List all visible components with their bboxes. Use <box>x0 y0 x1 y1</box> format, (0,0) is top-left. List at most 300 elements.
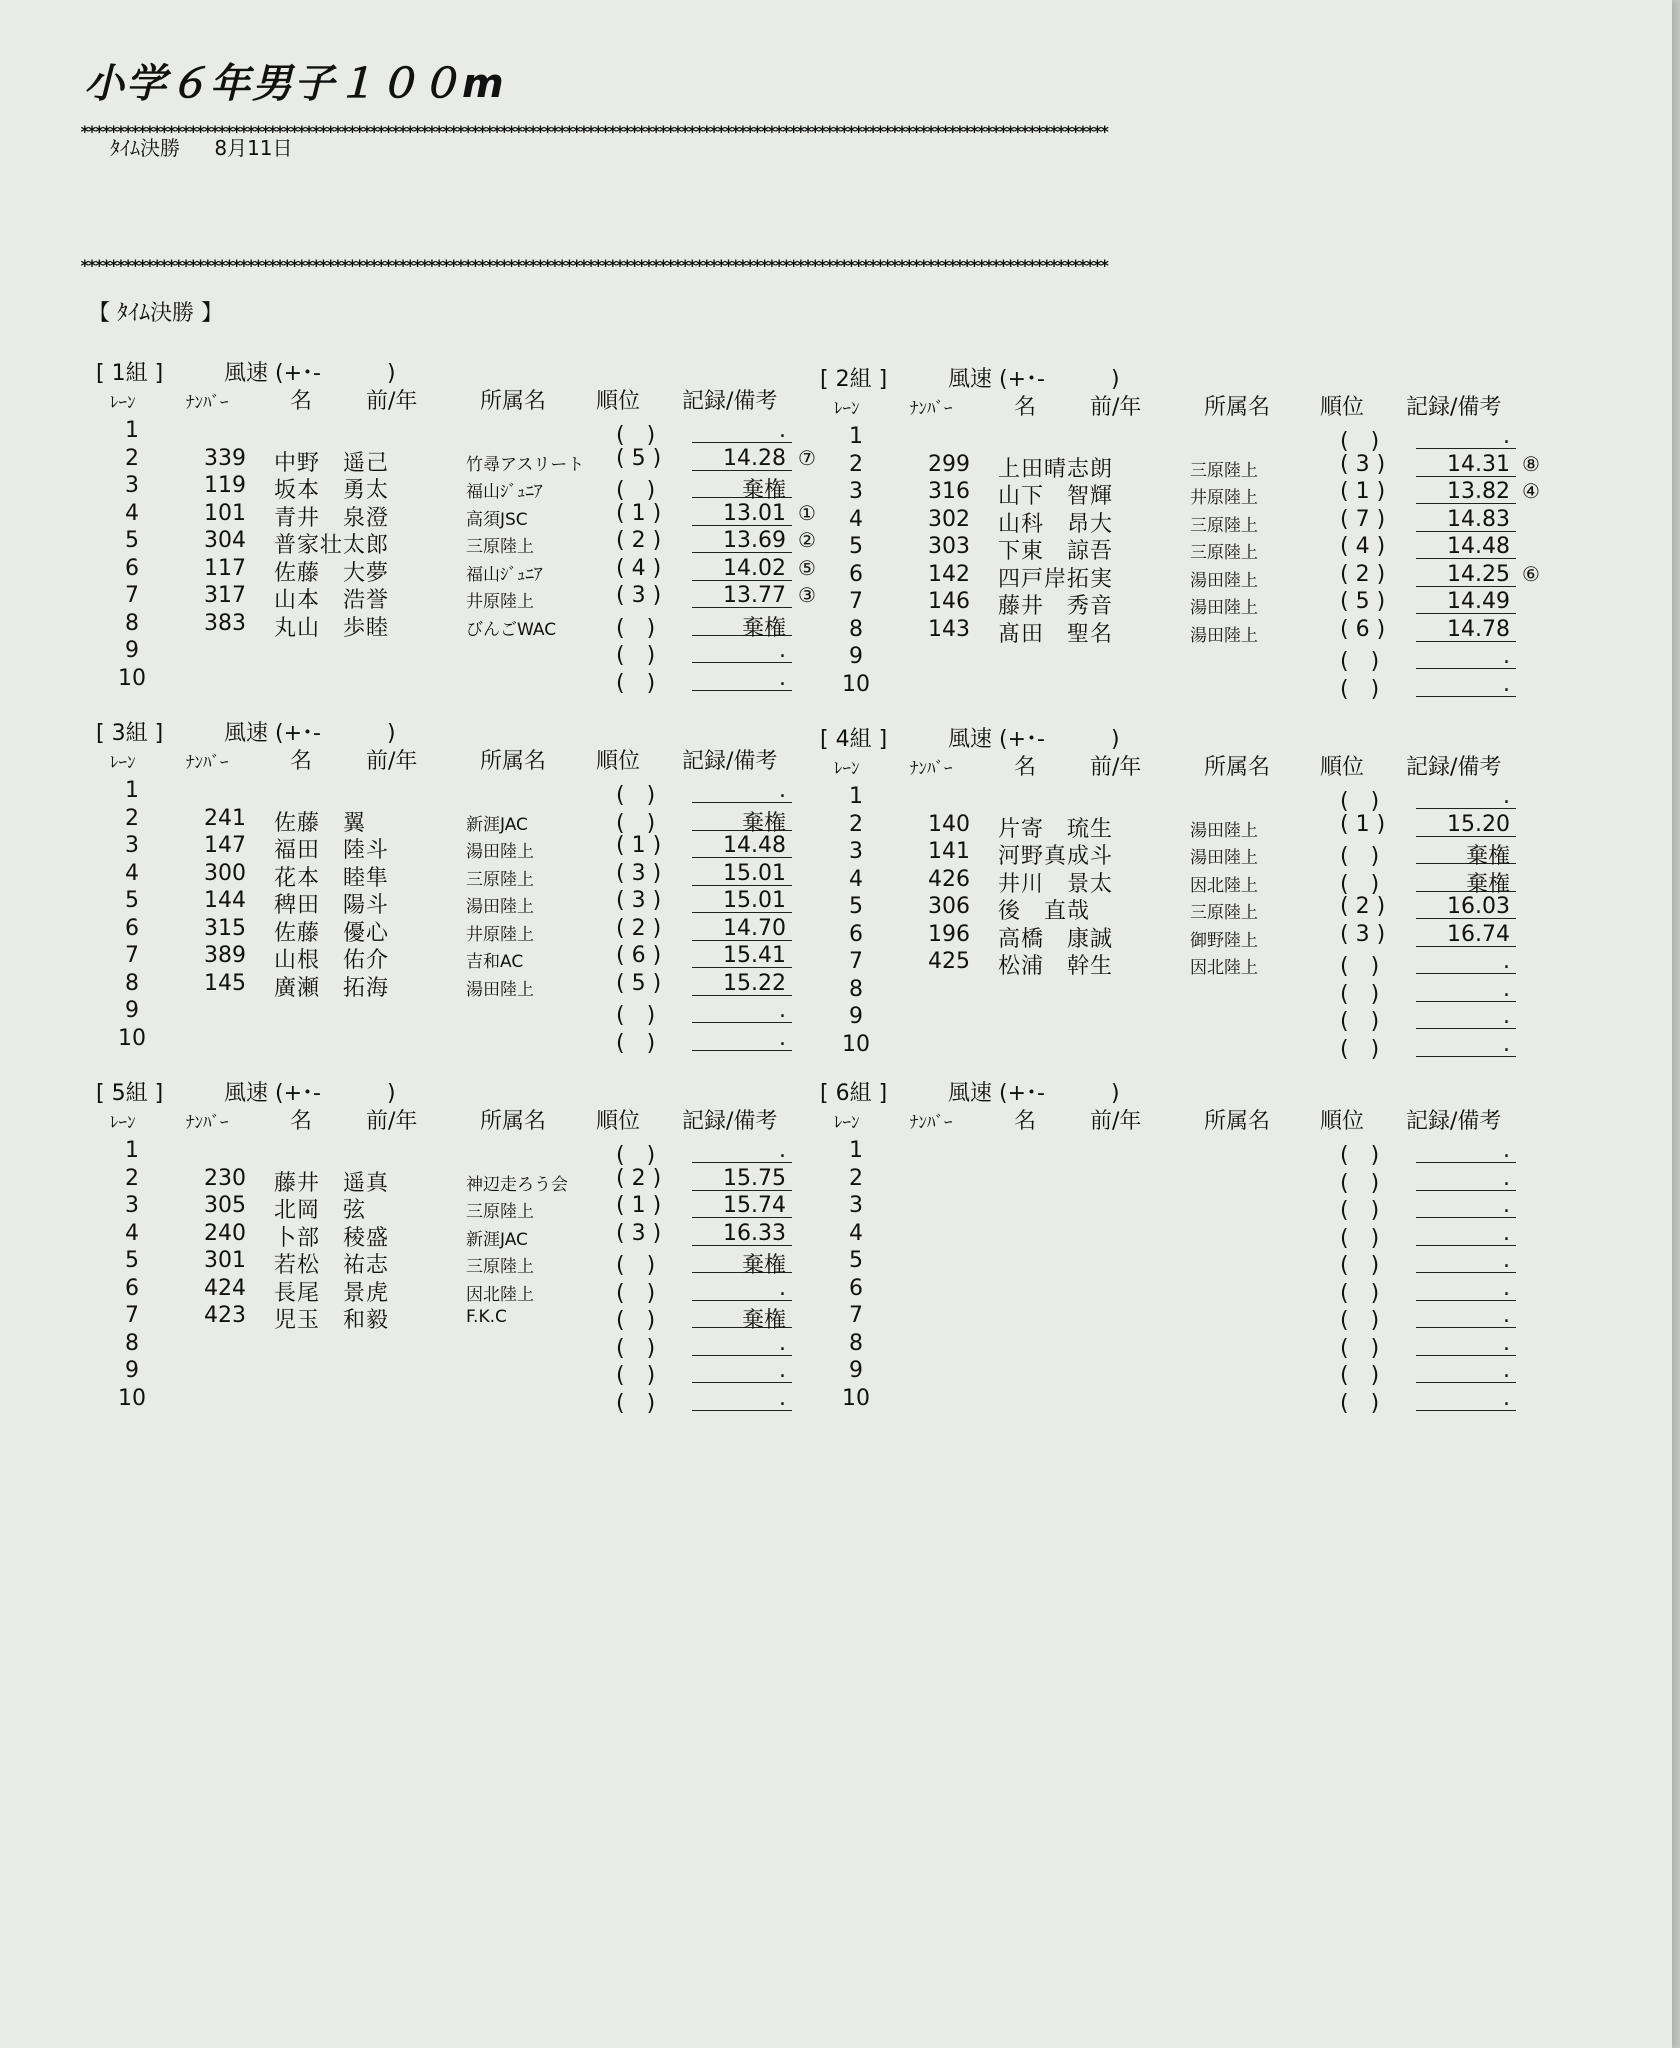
rank: ( ) <box>616 1003 656 1028</box>
rank: ( ) <box>1340 1335 1380 1361</box>
rank: ( 1 ) <box>1340 811 1386 837</box>
table-row <box>820 784 1540 812</box>
record: . <box>1416 1303 1516 1328</box>
subtitle <box>110 132 321 161</box>
bib-number: 147 <box>204 833 246 858</box>
club-name: 井原陸上 <box>466 924 534 945</box>
club-name: 湯田陸上 <box>1190 820 1258 841</box>
result-rows <box>820 424 1540 702</box>
record: . <box>692 1331 792 1356</box>
table-row <box>820 1358 1540 1386</box>
record: 14.78 <box>1416 617 1516 642</box>
table-row <box>820 922 1540 950</box>
table-row <box>96 1248 816 1276</box>
lane-number: 10 <box>118 1025 146 1051</box>
athlete-name: 青井 泉澄 <box>274 505 390 531</box>
record: 13.01 <box>692 501 792 526</box>
rank: ( ) <box>616 1253 656 1278</box>
column-header-rank: 順位 <box>1320 395 1365 420</box>
record: 14.02 <box>692 556 792 581</box>
table-row <box>820 949 1540 977</box>
table-row <box>96 638 816 666</box>
column-header-club: 所属名 <box>480 749 547 774</box>
rank: ( ) <box>1340 871 1380 897</box>
lane-number: 8 <box>849 616 863 642</box>
lane-number: 3 <box>125 833 139 858</box>
club-name: 三原陸上 <box>1190 460 1258 481</box>
heat-header <box>96 716 396 747</box>
rank: ( ) <box>1340 1143 1380 1168</box>
bib-number: 317 <box>204 583 246 608</box>
lane-number: 9 <box>125 998 139 1023</box>
athlete-name: 若松 祐志 <box>274 1253 390 1278</box>
table-row <box>96 611 816 639</box>
column-header-lane: ﾚｰﾝ <box>834 399 860 419</box>
heat-header <box>820 722 1120 753</box>
rank: ( ) <box>616 810 656 836</box>
result-rows <box>820 1138 1540 1416</box>
lane-number: 5 <box>125 1248 139 1273</box>
wind-speed-label: 風速 (+･- ) <box>224 361 396 386</box>
record: 棄権 <box>692 473 792 498</box>
column-header-rank: 順位 <box>1320 755 1365 780</box>
table-row <box>96 1193 816 1221</box>
bib-number: 302 <box>928 506 970 532</box>
rank: ( ) <box>1340 1308 1380 1333</box>
record: 13.82 <box>1416 479 1516 504</box>
table-row <box>820 1166 1540 1194</box>
table-row <box>96 528 816 556</box>
rank: ( 2 ) <box>616 528 662 553</box>
rank: ( 3 ) <box>616 860 662 886</box>
athlete-name: 北岡 弦 <box>274 1198 367 1223</box>
club-name: 新涯JAC <box>466 814 528 835</box>
club-name: 湯田陸上 <box>466 979 534 1000</box>
table-row <box>820 1303 1540 1331</box>
record: 16.74 <box>1416 922 1516 947</box>
record: . <box>1416 1386 1516 1411</box>
column-headers <box>820 750 1540 780</box>
bib-number: 241 <box>204 805 246 831</box>
club-name: 三原陸上 <box>466 869 534 890</box>
record: 14.70 <box>692 916 792 941</box>
rank: ( 1 ) <box>616 1193 662 1218</box>
lane-number: 4 <box>849 1220 863 1246</box>
lane-number: 10 <box>842 1385 870 1411</box>
column-headers <box>96 384 816 414</box>
bib-number: 426 <box>928 866 970 892</box>
bib-number: 196 <box>928 921 970 947</box>
club-name: 神辺走ろう会 <box>466 1174 568 1195</box>
record: 15.20 <box>1416 812 1516 837</box>
lane-number: 10 <box>118 665 146 691</box>
record: 棄権 <box>692 611 792 636</box>
record: . <box>1416 424 1516 449</box>
table-row <box>820 424 1540 452</box>
club-name: F.K.C <box>466 1307 507 1327</box>
table-row <box>820 812 1540 840</box>
lane-number: 9 <box>125 638 139 663</box>
column-header-club: 所属名 <box>1204 755 1271 780</box>
table-row <box>96 778 816 806</box>
record: . <box>1416 949 1516 974</box>
table-row <box>96 666 816 694</box>
club-name: 三原陸上 <box>1190 543 1258 563</box>
rank: ( 1 ) <box>616 500 662 526</box>
page-title: 小学６年男子１００m <box>84 61 506 107</box>
rank: ( ) <box>1340 1170 1380 1196</box>
lane-number: 2 <box>849 1165 863 1191</box>
column-header-name_b: 前/年 <box>1090 1109 1142 1134</box>
lane-number: 10 <box>118 1385 146 1411</box>
table-row <box>820 617 1540 645</box>
athlete-name: 上田晴志朗 <box>998 456 1114 482</box>
column-header-name_b: 前/年 <box>366 389 418 414</box>
bib-number: 143 <box>928 616 970 642</box>
bib-number: 142 <box>928 561 970 587</box>
rank: ( ) <box>1340 844 1380 869</box>
rank: ( 1 ) <box>616 833 662 858</box>
lane-number: 8 <box>125 970 139 996</box>
table-row <box>820 1193 1540 1221</box>
rank: ( 6 ) <box>1340 616 1386 642</box>
column-header-rank: 順位 <box>596 749 641 774</box>
record: . <box>1416 784 1516 809</box>
column-header-record: 記録/備考 <box>1406 395 1502 420</box>
column-header-num: ﾅﾝﾊﾞｰ <box>910 1113 953 1133</box>
star-divider-bottom: ********************************************************************************************************************************************** <box>80 256 1108 275</box>
lane-number: 4 <box>849 866 863 892</box>
lane-number: 5 <box>125 888 139 913</box>
rank: ( 3 ) <box>616 1220 662 1246</box>
record: 14.28 <box>692 446 792 471</box>
column-header-club: 所属名 <box>1204 1109 1271 1134</box>
record: . <box>692 1276 792 1301</box>
record: 16.33 <box>692 1221 792 1246</box>
table-row <box>820 672 1540 700</box>
table-row <box>96 446 816 474</box>
heat-label: [ 3組 ] <box>96 721 164 746</box>
lane-number: 9 <box>849 644 863 669</box>
bib-number: 304 <box>204 528 246 553</box>
rank: ( ) <box>1340 1036 1380 1062</box>
rank: ( ) <box>1340 954 1380 979</box>
record: . <box>692 1386 792 1411</box>
bib-number: 240 <box>204 1220 246 1246</box>
bib-number: 306 <box>928 894 970 919</box>
lane-number: 5 <box>849 894 863 919</box>
record: . <box>692 638 792 663</box>
bib-number: 141 <box>928 839 970 864</box>
record: . <box>1416 1358 1516 1383</box>
column-header-num: ﾅﾝﾊﾞｰ <box>186 753 229 773</box>
column-header-name_a: 名 <box>290 749 313 774</box>
table-row <box>820 534 1540 562</box>
rank: ( ) <box>616 1308 656 1333</box>
column-header-record: 記録/備考 <box>682 389 778 414</box>
column-header-record: 記録/備考 <box>1406 755 1502 780</box>
lane-number: 3 <box>125 473 139 498</box>
lane-number: 2 <box>125 1165 139 1191</box>
record: 15.41 <box>692 943 792 968</box>
record: . <box>1416 1331 1516 1356</box>
star-divider-top: ********************************************************************************************************************************************** <box>80 122 1108 141</box>
column-header-num: ﾅﾝﾊﾞｰ <box>910 759 953 779</box>
athlete-name: 片寄 琉生 <box>998 816 1114 842</box>
lane-number: 9 <box>849 1004 863 1029</box>
rank: ( ) <box>616 423 656 448</box>
lane-number: 1 <box>125 1138 139 1163</box>
athlete-name: 佐藤 大夢 <box>274 560 390 586</box>
lane-number: 3 <box>849 479 863 504</box>
rank: ( ) <box>616 1335 656 1361</box>
lane-number: 1 <box>125 778 139 803</box>
rank: ( 3 ) <box>616 888 662 913</box>
lane-number: 6 <box>125 555 139 581</box>
rank: ( ) <box>616 615 656 641</box>
club-name: 竹尋アスリート <box>466 454 585 475</box>
club-name: 三原陸上 <box>1190 903 1258 923</box>
table-row <box>96 583 816 611</box>
column-header-record: 記録/備考 <box>1406 1109 1502 1134</box>
lane-number: 3 <box>125 1193 139 1218</box>
bib-number: 299 <box>928 451 970 477</box>
rank: ( ) <box>1340 789 1380 814</box>
bib-number: 300 <box>204 860 246 886</box>
athlete-name: 佐藤 優心 <box>274 920 390 946</box>
lane-number: 8 <box>849 976 863 1002</box>
bib-number: 119 <box>204 473 246 498</box>
bib-number: 145 <box>204 970 246 996</box>
record: . <box>692 418 792 443</box>
rank: ( 3 ) <box>616 583 662 608</box>
record: 16.03 <box>1416 894 1516 919</box>
athlete-name: 廣瀬 拓海 <box>274 975 390 1001</box>
rank: ( 5 ) <box>616 970 662 996</box>
wind-speed-label: 風速 (+･- ) <box>224 1081 396 1106</box>
record: 14.48 <box>1416 534 1516 559</box>
overall-rank-mark: ⑤ <box>798 555 816 580</box>
column-header-rank: 順位 <box>596 389 641 414</box>
table-row <box>96 1331 816 1359</box>
lane-number: 1 <box>849 1138 863 1163</box>
rank: ( ) <box>1340 1390 1380 1416</box>
table-row <box>820 1386 1540 1414</box>
table-row <box>820 644 1540 672</box>
club-name: 因北陸上 <box>466 1284 534 1305</box>
rank: ( 3 ) <box>1340 451 1386 477</box>
rank: ( 4 ) <box>616 555 662 581</box>
lane-number: 8 <box>125 1330 139 1356</box>
lane-number: 5 <box>849 1248 863 1273</box>
athlete-name: 稗田 陽斗 <box>274 893 390 918</box>
table-row <box>820 1331 1540 1359</box>
column-header-name_a: 名 <box>1014 395 1037 420</box>
table-row <box>96 916 816 944</box>
record: . <box>1416 1004 1516 1029</box>
round-label: ﾀｲﾑ決勝 <box>110 136 180 160</box>
lane-number: 1 <box>849 424 863 449</box>
column-header-name_b: 前/年 <box>1090 755 1142 780</box>
record: 15.74 <box>692 1193 792 1218</box>
table-row <box>96 556 816 584</box>
record: 15.75 <box>692 1166 792 1191</box>
overall-rank-mark: ④ <box>1522 479 1540 503</box>
table-row <box>820 562 1540 590</box>
record: . <box>1416 1221 1516 1246</box>
heat-label: [ 4組 ] <box>820 727 888 752</box>
table-row <box>96 1386 816 1414</box>
record: 棄権 <box>1416 867 1516 892</box>
column-header-record: 記録/備考 <box>682 749 778 774</box>
lane-number: 2 <box>849 811 863 837</box>
record: 14.83 <box>1416 507 1516 532</box>
athlete-name: 四戸岸拓実 <box>998 566 1114 592</box>
table-row <box>96 1166 816 1194</box>
table-row <box>820 977 1540 1005</box>
table-row <box>96 1138 816 1166</box>
club-name: 高須JSC <box>466 509 528 530</box>
lane-number: 4 <box>125 1220 139 1246</box>
record: . <box>1416 1166 1516 1191</box>
table-row <box>96 1358 816 1386</box>
athlete-name: 花本 睦隼 <box>274 865 390 891</box>
lane-number: 3 <box>849 1193 863 1218</box>
lane-number: 4 <box>849 506 863 532</box>
table-row <box>820 1276 1540 1304</box>
athlete-name: 後 直哉 <box>998 899 1091 924</box>
wind-speed-label: 風速 (+･- ) <box>948 727 1120 752</box>
lane-number: 5 <box>125 528 139 553</box>
column-header-club: 所属名 <box>480 389 547 414</box>
rank: ( 2 ) <box>1340 894 1386 919</box>
record: 14.48 <box>692 833 792 858</box>
club-name: 井原陸上 <box>1190 488 1258 508</box>
table-row <box>96 418 816 446</box>
lane-number: 6 <box>849 561 863 587</box>
bib-number: 230 <box>204 1165 246 1191</box>
table-row <box>96 1303 816 1331</box>
bib-number: 101 <box>204 500 246 526</box>
overall-rank-mark: ② <box>798 528 816 552</box>
club-name: 三原陸上 <box>466 537 534 557</box>
athlete-name: 普家壮太郎 <box>274 533 390 558</box>
column-headers <box>820 390 1540 420</box>
result-rows <box>96 418 816 696</box>
club-name: 因北陸上 <box>1190 958 1258 978</box>
rank: ( ) <box>616 1143 656 1168</box>
club-name: 湯田陸上 <box>1190 570 1258 591</box>
athlete-name: 長尾 景虎 <box>274 1280 390 1306</box>
section-heading: 【 ﾀｲﾑ決勝 】 <box>88 301 223 326</box>
athlete-name: 坂本 勇太 <box>274 478 390 503</box>
rank: ( ) <box>616 1030 656 1056</box>
column-header-lane: ﾚｰﾝ <box>834 759 860 779</box>
lane-number: 4 <box>125 500 139 526</box>
club-name: 福山ｼﾞｭﾆｱ <box>466 482 543 502</box>
athlete-name: 山根 佑介 <box>274 948 390 973</box>
bib-number: 303 <box>928 534 970 559</box>
column-header-club: 所属名 <box>1204 395 1271 420</box>
athlete-name: 藤井 秀音 <box>998 594 1114 619</box>
athlete-name: 佐藤 翼 <box>274 810 367 836</box>
athlete-name: 井川 景太 <box>998 871 1114 897</box>
rank: ( ) <box>1340 429 1380 454</box>
table-row <box>96 501 816 529</box>
bib-number: 316 <box>928 479 970 504</box>
rank: ( ) <box>1340 676 1380 702</box>
bib-number: 315 <box>204 915 246 941</box>
bib-number: 423 <box>204 1303 246 1328</box>
heat-label: [ 5組 ] <box>96 1081 164 1106</box>
athlete-name: 児玉 和毅 <box>274 1308 390 1333</box>
table-row <box>820 589 1540 617</box>
rank: ( ) <box>1340 1280 1380 1306</box>
table-row <box>96 971 816 999</box>
club-name: 湯田陸上 <box>466 842 534 862</box>
lane-number: 6 <box>849 921 863 947</box>
overall-rank-mark: ⑥ <box>1522 561 1540 586</box>
overall-rank-mark: ③ <box>798 583 816 607</box>
record: . <box>692 1138 792 1163</box>
rank: ( ) <box>616 783 656 808</box>
table-row <box>96 473 816 501</box>
table-row <box>96 861 816 889</box>
lane-number: 7 <box>125 943 139 968</box>
column-headers <box>96 1104 816 1134</box>
lane-number: 4 <box>125 860 139 886</box>
heat-label: [ 2組 ] <box>820 367 888 392</box>
lane-number: 2 <box>849 451 863 477</box>
athlete-name: 松浦 幹生 <box>998 954 1114 979</box>
table-row <box>96 1026 816 1054</box>
overall-rank-mark: ① <box>798 500 816 525</box>
heat-header <box>820 362 1120 393</box>
date-label: 8月11日 <box>214 136 293 160</box>
bib-number: 117 <box>204 555 246 581</box>
table-row <box>820 1138 1540 1166</box>
lane-number: 9 <box>849 1358 863 1383</box>
table-row <box>96 833 816 861</box>
athlete-name: 山本 浩誉 <box>274 588 390 613</box>
lane-number: 7 <box>849 589 863 614</box>
table-row <box>820 867 1540 895</box>
lane-number: 9 <box>125 1358 139 1383</box>
column-header-rank: 順位 <box>596 1109 641 1134</box>
rank: ( 2 ) <box>616 915 662 941</box>
result-rows <box>96 778 816 1056</box>
rank: ( ) <box>1340 981 1380 1007</box>
record: . <box>1416 1276 1516 1301</box>
athlete-name: 下東 諒吾 <box>998 539 1114 564</box>
lane-number: 2 <box>125 805 139 831</box>
club-name: 三原陸上 <box>466 1202 534 1222</box>
record: 棄権 <box>692 806 792 831</box>
column-header-lane: ﾚｰﾝ <box>110 393 136 413</box>
record: . <box>1416 1032 1516 1057</box>
lane-number: 1 <box>849 784 863 809</box>
column-header-club: 所属名 <box>480 1109 547 1134</box>
rank: ( 3 ) <box>1340 921 1386 947</box>
heat-header <box>96 356 396 387</box>
athlete-name: 藤井 遥真 <box>274 1170 390 1196</box>
rank: ( 6 ) <box>616 943 662 968</box>
lane-number: 7 <box>849 1303 863 1328</box>
bib-number: 339 <box>204 445 246 471</box>
record: . <box>692 1358 792 1383</box>
table-row <box>96 1221 816 1249</box>
lane-number: 8 <box>849 1330 863 1356</box>
